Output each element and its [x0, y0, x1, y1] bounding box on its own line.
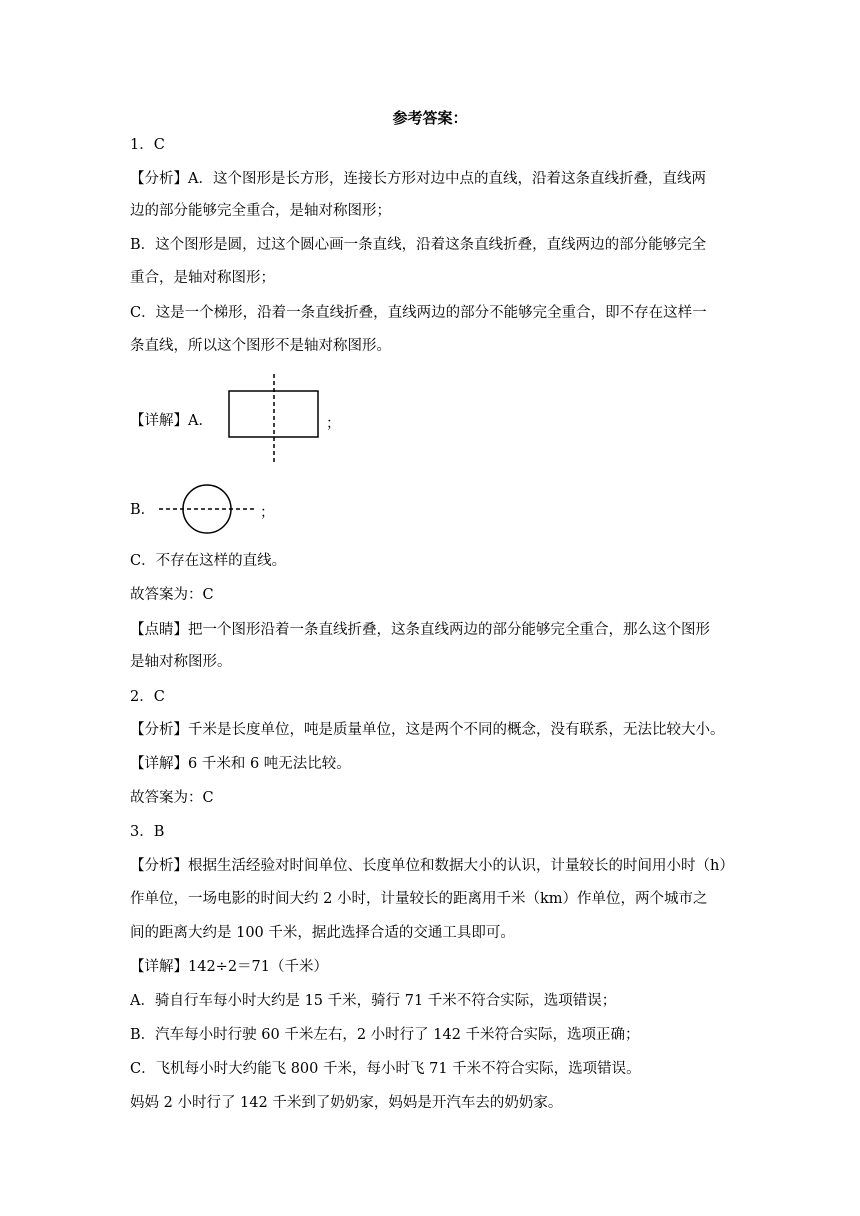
- analysis-1-line-3: B．这个图形是圆，过这个圆心画一条直线，沿着这条直线折叠，直线两边的部分能够完全: [130, 237, 707, 253]
- detail-3-option-b: B．汽车每小时行驶 60 千米左右，2 小时行了 142 千米符合实际，选项正确；: [130, 1027, 640, 1043]
- analysis-1-line-5: C．这是一个梯形，沿着一条直线折叠，直线两边的部分不能够完全重合，即不存在这样一: [130, 305, 707, 321]
- analysis-3-line-1: 【分析】根据生活经验对时间单位、长度单位和数据大小的认识，计量较长的时间用小时（h）: [130, 858, 734, 874]
- detail-1-semicolon-a: ；: [326, 416, 341, 432]
- detail-3-line-1: 【详解】142÷2＝71（千米）: [130, 959, 329, 975]
- analysis-1-line-4: 重合，是轴对称图形；: [130, 270, 275, 286]
- analysis-1-line-2: 边的部分能够完全重合，是轴对称图形；: [130, 203, 391, 219]
- answer-1-final: 故答案为：C: [130, 587, 214, 603]
- rectangle-figure: [226, 374, 322, 464]
- analysis-1-line-1: 【分析】A．这个图形是长方形，连接长方形对边中点的直线，沿着这条直线折叠，直线两: [130, 171, 706, 187]
- comment-1-line-1: 【点睛】把一个图形沿着一条直线折叠，这条直线两边的部分能够完全重合，那么这个图形: [130, 622, 710, 638]
- detail-3-option-a: A．骑自行车每小时大约是 15 千米，骑行 71 千米不符合实际，选项错误；: [130, 993, 617, 1009]
- detail-1-line-c: C．不存在这样的直线。: [130, 553, 287, 569]
- answer-3-number: 3．B: [130, 824, 165, 840]
- analysis-3-line-2: 作单位，一场电影的时间大约 2 小时，计量较长的距离用千米（km）作单位，两个城市之: [130, 891, 708, 907]
- detail-1-label-a: 【详解】A．: [130, 413, 213, 429]
- analysis-3-line-3: 间的距离大约是 100 千米，据此选择合适的交通工具即可。: [130, 925, 515, 941]
- answer-2-final: 故答案为：C: [130, 790, 214, 806]
- comment-1-line-2: 是轴对称图形。: [130, 654, 232, 670]
- page-title: 参考答案：: [392, 109, 468, 127]
- analysis-2-line-1: 【分析】千米是长度单位，吨是质量单位，这是两个不同的概念，没有联系，无法比较大小。: [130, 722, 725, 738]
- detail-1-label-b: B．: [130, 502, 156, 518]
- detail-2-line-1: 【详解】6 千米和 6 吨无法比较。: [130, 756, 351, 772]
- circle-figure: [157, 483, 257, 535]
- detail-1-semicolon-b: ；: [260, 505, 275, 521]
- detail-3-option-c: C．飞机每小时大约能飞 800 千米，每小时飞 71 千米不符合实际，选项错误。: [130, 1061, 641, 1077]
- conclusion-3: 妈妈 2 小时行了 142 千米到了奶奶家，妈妈是开汽车去的奶奶家。: [130, 1095, 563, 1111]
- answer-2-number: 2．C: [130, 689, 165, 705]
- answer-1-number: 1．C: [130, 137, 165, 153]
- analysis-1-line-6: 条直线，所以这个图形不是轴对称图形。: [130, 338, 391, 354]
